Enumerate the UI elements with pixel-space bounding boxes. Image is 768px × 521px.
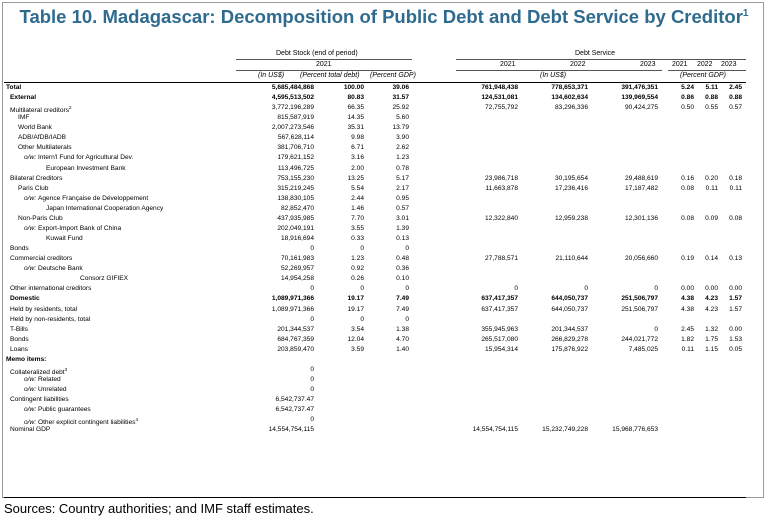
row-label: Domestic — [10, 295, 40, 303]
cell-value: 0.08 — [681, 214, 694, 222]
unit-pct-gdp: (Percent GDP) — [370, 72, 416, 79]
table-row — [0, 174, 768, 184]
table-row — [0, 284, 768, 294]
cell-value: 2.62 — [396, 144, 409, 152]
table-row — [0, 405, 768, 415]
cell-value: 0.13 — [729, 255, 742, 263]
table-row — [0, 264, 768, 274]
cell-value: 0.00 — [681, 285, 694, 293]
cell-value: 0 — [310, 376, 314, 384]
stock-year-2021: 2021 — [316, 61, 332, 68]
row-label: Nominal GDP — [10, 426, 51, 434]
cell-value: 567,628,114 — [277, 134, 314, 142]
table-row — [0, 93, 768, 103]
table-row — [0, 214, 768, 224]
cell-value: 0 — [654, 285, 658, 293]
cell-value: 202,049,191 — [277, 224, 314, 232]
debt-stock-rule — [236, 59, 412, 60]
cell-value: 201,344,537 — [551, 325, 588, 333]
row-label: Bilateral Creditors — [10, 174, 63, 182]
cell-value: 82,852,470 — [280, 204, 314, 212]
cell-value: 1.82 — [681, 335, 694, 343]
cell-value: 139,969,554 — [621, 94, 658, 102]
row-label: T-Bills — [10, 325, 28, 333]
row-label: Bonds — [10, 245, 29, 253]
service-year-2022: 2022 — [570, 61, 586, 68]
row-label: World Bank — [18, 124, 52, 132]
cell-value: 17,236,416 — [554, 184, 588, 192]
cell-value: 0.95 — [396, 194, 409, 202]
cell-value: 134,602,634 — [551, 94, 588, 102]
cell-value: 2.00 — [351, 164, 364, 172]
year-rule-service — [456, 70, 662, 71]
cell-value: 12,322,840 — [484, 214, 518, 222]
cell-value: 0 — [310, 285, 314, 293]
cell-value: 0.48 — [396, 255, 409, 263]
row-label: o/w: Export-Import Bank of China — [24, 224, 122, 232]
cell-value: 15,232,749,228 — [542, 426, 588, 434]
table-row — [0, 244, 768, 254]
cell-value: 4.38 — [681, 305, 694, 313]
cell-value: 684,767,359 — [277, 335, 314, 343]
cell-value: 0.14 — [705, 255, 718, 263]
cell-value: 637,417,357 — [481, 295, 518, 303]
cell-value: 0.50 — [681, 104, 694, 112]
cell-value: 138,830,105 — [277, 194, 314, 202]
cell-value: 0 — [405, 245, 409, 253]
debt-service-rule — [456, 59, 746, 60]
row-label: o/w: Deutsche Bank — [24, 265, 83, 273]
cell-value: 70,161,983 — [280, 255, 314, 263]
table-row — [0, 133, 768, 143]
cell-value: 0.20 — [705, 174, 718, 182]
cell-value: 100.00 — [343, 84, 364, 91]
cell-value: 778,653,371 — [551, 84, 588, 91]
cell-value: 0.13 — [396, 235, 409, 243]
cell-value: 3.01 — [396, 214, 409, 222]
cell-value: 72,755,792 — [484, 104, 518, 112]
cell-value: 27,788,571 — [484, 255, 518, 263]
cell-value: 9.98 — [351, 134, 364, 142]
cell-value: 80.83 — [347, 94, 364, 102]
cell-value: 3.16 — [351, 154, 364, 162]
row-label: o/w: Agence Française de Développement — [24, 194, 149, 202]
cell-value: 13.25 — [347, 174, 364, 182]
cell-value: 761,948,438 — [481, 84, 518, 91]
cell-value: 2.45 — [729, 84, 742, 91]
cell-value: 244,021,772 — [621, 335, 658, 343]
cell-value: 4.70 — [396, 335, 409, 343]
cell-value: 90,424,275 — [624, 104, 658, 112]
cell-value: 29,488,619 — [624, 174, 658, 182]
cell-value: 5,685,484,868 — [271, 84, 314, 91]
cell-value: 251,506,797 — [621, 295, 658, 303]
row-label: Multilateral creditors$^2$ — [10, 105, 72, 115]
row-label: o/w: Public guarantees — [24, 406, 91, 414]
cell-value: 381,706,710 — [277, 144, 314, 152]
cell-value: 12,959,238 — [554, 214, 588, 222]
cell-value: 4.38 — [681, 295, 694, 303]
cell-value: 5.24 — [681, 84, 694, 91]
cell-value: 265,517,080 — [481, 335, 518, 343]
table-row — [0, 123, 768, 133]
cell-value: 0.92 — [351, 265, 364, 273]
table-row — [0, 395, 768, 405]
cell-value: 0 — [514, 285, 518, 293]
cell-value: 5.17 — [396, 174, 409, 182]
row-label: o/w: Related — [24, 376, 61, 384]
row-label: Held by non-residents, total — [10, 315, 91, 323]
row-label: Kuwait Fund — [46, 235, 83, 243]
table-row — [0, 365, 768, 375]
cell-value: 201,344,537 — [277, 325, 314, 333]
cell-value: 12.04 — [347, 335, 364, 343]
cell-value: 0 — [360, 245, 364, 253]
cell-value: 6,542,737.47 — [275, 396, 314, 404]
cell-value: 7.49 — [396, 295, 409, 303]
cell-value: 753,155,230 — [277, 174, 314, 182]
cell-value: 815,587,919 — [277, 114, 314, 122]
cell-value: 0.05 — [729, 345, 742, 353]
cell-value: 39.06 — [392, 84, 409, 91]
cell-value: 0.00 — [705, 285, 718, 293]
row-label: Paris Club — [18, 184, 49, 192]
cell-value: 52,269,957 — [280, 265, 314, 273]
row-footnote: 2 — [69, 105, 72, 111]
table-row — [0, 113, 768, 123]
cell-value: 21,110,644 — [555, 255, 588, 263]
cell-value: 644,050,737 — [551, 295, 588, 303]
table-row — [0, 325, 768, 335]
cell-value: 0 — [405, 285, 409, 293]
debt-service-header: Debt Service — [575, 50, 616, 57]
cell-value: 0.11 — [729, 184, 742, 192]
cell-value: 1.46 — [351, 204, 364, 212]
row-footnote: 3 — [64, 366, 68, 372]
cell-value: 5.54 — [351, 184, 364, 192]
cell-value: 1,089,971,366 — [271, 305, 314, 313]
cell-value: 266,829,278 — [551, 335, 588, 343]
table-row — [0, 335, 768, 345]
cell-value: 0.88 — [705, 94, 718, 102]
cell-value: 0 — [360, 315, 364, 323]
table-row — [0, 345, 768, 355]
cell-value: 0.86 — [681, 94, 694, 102]
cell-value: 14,954,258 — [280, 275, 314, 283]
cell-value: 83,296,336 — [554, 104, 588, 112]
cell-value: 1.53 — [729, 335, 742, 343]
cell-value: 2.44 — [351, 194, 364, 202]
table-row — [0, 204, 768, 214]
cell-value: 19.17 — [347, 305, 364, 313]
table-title: Table 10. Madagascar: Decomposition of Public Debt and Debt Service by Creditor$^1$ — [19, 6, 749, 27]
row-label: Bonds — [10, 335, 29, 343]
table-row — [0, 184, 768, 194]
table-row — [0, 103, 768, 113]
table-row — [0, 164, 768, 174]
cell-value: 1.39 — [396, 224, 409, 232]
table-row — [0, 234, 768, 244]
unit-pct-gdp-service: (Percent GDP) — [680, 72, 726, 79]
unit-in-usd: (In US$) — [258, 72, 285, 79]
cell-value: 1.40 — [396, 345, 409, 353]
cell-value: 1.57 — [729, 305, 742, 313]
cell-value: 15,954,314 — [484, 345, 518, 353]
table-row — [0, 415, 768, 425]
cell-value: 0.33 — [351, 235, 364, 243]
row-label: Japan International Cooperation Agency — [46, 204, 164, 212]
row-label: Memo items: — [6, 355, 47, 363]
cell-value: 4,595,513,502 — [271, 94, 314, 102]
cell-value: 0.16 — [681, 174, 694, 182]
cell-value: 355,945,963 — [481, 325, 518, 333]
cell-value: 1.38 — [396, 325, 409, 333]
cell-value: 0.19 — [681, 255, 694, 263]
table-row — [0, 224, 768, 234]
cell-value: 18,916,694 — [280, 235, 314, 243]
cell-value: 3,772,196,289 — [271, 104, 314, 112]
cell-value: 12,301,136 — [624, 214, 658, 222]
row-label: European Investment Bank — [46, 164, 126, 172]
cell-value: 179,621,152 — [277, 154, 314, 162]
cell-value: 4.23 — [705, 295, 718, 303]
table-row — [0, 153, 768, 163]
cell-value: 4.23 — [705, 305, 718, 313]
cell-value: 0.78 — [396, 164, 409, 172]
cell-value: 6.71 — [351, 144, 364, 152]
cell-value: 14,554,754,115 — [472, 426, 518, 434]
cell-value: 0 — [310, 416, 314, 424]
cell-value: 0 — [405, 315, 409, 323]
cell-value: 3.54 — [351, 325, 364, 333]
table-row — [0, 425, 768, 435]
table-row — [0, 355, 768, 365]
cell-value: 31.57 — [392, 94, 409, 102]
cell-value: 1.23 — [396, 154, 409, 162]
of-which-marker: o/w: — [24, 406, 38, 414]
cell-value: 0.09 — [705, 214, 718, 222]
cell-value: 1.23 — [351, 255, 364, 263]
cell-value: 20,056,660 — [624, 255, 658, 263]
table-row — [0, 254, 768, 264]
table-row — [0, 194, 768, 204]
cell-value: 1.15 — [705, 345, 718, 353]
cell-value: 0 — [310, 386, 314, 394]
row-label: Consorz GIFIEX — [80, 275, 129, 283]
row-label: Contingent liabilities — [10, 396, 69, 404]
cell-value: 0 — [360, 285, 364, 293]
table-row — [0, 305, 768, 315]
cell-value: 2,007,273,546 — [271, 124, 314, 132]
cell-value: 1,089,971,366 — [271, 295, 314, 303]
table-bottom-rule — [4, 497, 746, 498]
cell-value: 0.10 — [396, 275, 409, 283]
row-label: o/w: Intern'l Fund for Agricultural Dev. — [24, 154, 134, 162]
cell-value: 0.18 — [729, 174, 742, 182]
row-label: ADB/AfDB/IADB — [18, 134, 67, 142]
row-label: Commercial creditors — [10, 255, 73, 263]
cell-value: 2.45 — [681, 325, 694, 333]
cell-value: 0.26 — [351, 275, 364, 283]
service-year-2023: 2023 — [640, 61, 656, 68]
row-label: IMF — [18, 114, 30, 122]
cell-value: 0.11 — [681, 345, 694, 353]
cell-value: 13.79 — [392, 124, 409, 132]
cell-value: 0.11 — [705, 184, 718, 192]
cell-value: 7.70 — [351, 214, 364, 222]
cell-value: 66.35 — [347, 104, 364, 112]
of-which-marker: o/w: — [24, 194, 38, 202]
cell-value: 315,219,245 — [277, 184, 314, 192]
source-note: Sources: Country authorities; and IMF staff estimates. — [4, 501, 314, 516]
unit-pct-total-debt: (Percent total debt) — [300, 72, 360, 79]
cell-value: 3.55 — [351, 224, 364, 232]
cell-value: 7,485,025 — [628, 345, 658, 353]
row-label: External — [10, 94, 37, 102]
cell-value: 1.75 — [705, 335, 718, 343]
cell-value: 1.32 — [705, 325, 718, 333]
pct-year-2022: 2022 — [697, 61, 713, 68]
cell-value: 644,050,737 — [551, 305, 588, 313]
cell-value: 0.00 — [729, 325, 742, 333]
cell-value: 124,531,081 — [481, 94, 518, 102]
table-row — [0, 385, 768, 395]
service-year-2021: 2021 — [500, 61, 516, 68]
row-label: Other international creditors — [10, 285, 92, 293]
pct-year-2023: 2023 — [721, 61, 737, 68]
cell-value: 15,968,776,653 — [612, 426, 658, 434]
cell-value: 19.17 — [347, 295, 364, 303]
cell-value: 175,876,922 — [551, 345, 588, 353]
row-label: o/w: Unrelated — [24, 386, 67, 394]
of-which-marker: o/w: — [24, 154, 38, 162]
cell-value: 23,986,718 — [484, 174, 518, 182]
cell-value: 0 — [584, 285, 588, 293]
cell-value: 14.35 — [347, 114, 364, 122]
cell-value: 3.90 — [396, 134, 409, 142]
of-which-marker: o/w: — [24, 376, 38, 384]
cell-value: 0.08 — [681, 184, 694, 192]
cell-value: 0.00 — [729, 285, 742, 293]
cell-value: 437,935,985 — [277, 214, 314, 222]
cell-value: 0.88 — [729, 94, 742, 102]
row-footnote: 4 — [135, 417, 138, 423]
cell-value: 14,554,754,115 — [268, 426, 314, 434]
cell-value: 251,506,797 — [621, 305, 658, 313]
cell-value: 0 — [310, 365, 314, 373]
cell-value: 35.31 — [347, 124, 364, 132]
row-label: Other Multilaterals — [18, 144, 72, 152]
row-label: Non-Paris Club — [18, 214, 63, 222]
cell-value: 25.92 — [392, 104, 409, 112]
table-row — [0, 83, 768, 93]
year-rule-pct — [668, 70, 746, 71]
cell-value: 0 — [310, 245, 314, 253]
cell-value: 5.60 — [396, 114, 409, 122]
row-label: Total — [6, 84, 22, 91]
row-label: Held by residents, total — [10, 305, 78, 313]
cell-value: 0.36 — [396, 265, 409, 273]
cell-value: 203,859,470 — [277, 345, 314, 353]
of-which-marker: o/w: — [24, 224, 38, 232]
cell-value: 17,187,482 — [624, 184, 658, 192]
cell-value: 7.49 — [396, 305, 409, 313]
cell-value: 3.59 — [351, 345, 364, 353]
cell-value: 6,542,737.47 — [275, 406, 314, 414]
table-row — [0, 315, 768, 325]
row-label: Loans — [10, 345, 28, 353]
pct-year-2021: 2021 — [672, 61, 688, 68]
cell-value: 1.57 — [729, 295, 742, 303]
of-which-marker: o/w: — [24, 386, 38, 394]
row-label: o/w: Other explicit contingent liabilities$^4$ — [24, 417, 138, 427]
cell-value: 2.17 — [396, 184, 409, 192]
cell-value: 11,663,878 — [485, 184, 518, 192]
cell-value: 637,417,357 — [481, 305, 518, 313]
of-which-marker: o/w: — [24, 265, 38, 273]
row-label: Collateralized debt$^3$ — [10, 366, 68, 377]
cell-value: 0.08 — [729, 214, 742, 222]
table-row — [0, 294, 768, 304]
cell-value: 0.55 — [705, 104, 718, 112]
cell-value: 0.57 — [396, 204, 409, 212]
of-which-marker: o/w: — [24, 419, 38, 427]
unit-in-usd-service: (In US$) — [540, 72, 567, 79]
cell-value: 0 — [310, 315, 314, 323]
table-row — [0, 375, 768, 385]
year-rule-stock — [236, 70, 412, 71]
table-row — [0, 274, 768, 284]
cell-value: 5.11 — [705, 84, 718, 91]
debt-stock-header: Debt Stock (end of period) — [276, 50, 358, 57]
cell-value: 391,476,351 — [621, 84, 658, 91]
cell-value: 113,496,725 — [277, 164, 314, 172]
cell-value: 0 — [654, 325, 658, 333]
title-footnote: 1 — [742, 7, 749, 19]
cell-value: 30,195,654 — [554, 174, 588, 182]
table-row — [0, 143, 768, 153]
cell-value: 0.57 — [729, 104, 742, 112]
